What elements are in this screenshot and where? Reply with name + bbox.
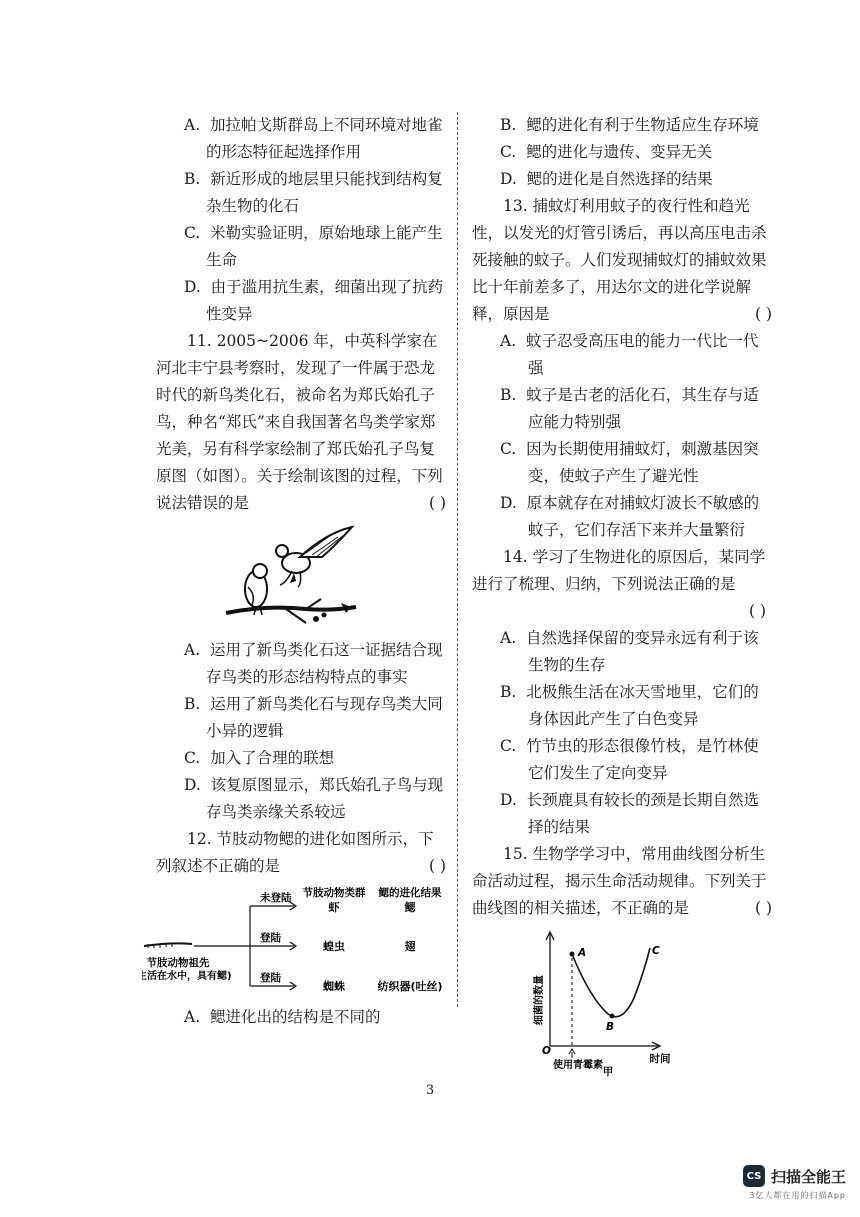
option-d: D. 鳃的进化是自然选择的结果: [500, 170, 713, 188]
option-a: A. 运用了新鸟类化石这一证据结合现存鸟类的形态结构特点的事实: [184, 641, 443, 686]
option-d: D. 由于滥用抗生素，细菌出现了抗药性变异: [184, 278, 444, 323]
point-b-label: B: [606, 1021, 615, 1033]
origin-label: O: [542, 1045, 551, 1057]
option-a: A. 加拉帕戈斯群岛上不同环境对地雀的形态特征起选择作用: [184, 116, 443, 161]
scanner-tagline: 3亿人都在用的扫描App: [749, 1191, 846, 1200]
right-column: [472, 112, 772, 1084]
group-3: 蜘蛛: [323, 980, 345, 993]
answer-paren: ( ): [754, 305, 772, 323]
option-c: C. 因为长期使用捕蚊灯，刺激基因突变，使蚊子产生了避光性: [500, 440, 759, 485]
column-divider: [457, 112, 458, 1007]
option-b: B. 新近形成的地层里只能找到结构复杂生物的化石: [184, 170, 443, 215]
answer-paren: ( ): [428, 857, 446, 875]
page-number: 3: [425, 1083, 435, 1098]
result-2: 翅: [404, 940, 416, 953]
q11-options: [156, 637, 446, 826]
option-a: A. 自然选择保留的变异永远有利于该生物的生存: [500, 629, 759, 674]
option-d: D. 长颈鹿具有较长的颈是长期自然选择的结果: [500, 791, 760, 836]
x-axis-label: 时间: [649, 1053, 671, 1065]
branch-label-1: 未登陆: [260, 892, 292, 904]
bacteria-curve-graph: [472, 928, 772, 1078]
y-axis-label: 细菌的数量: [534, 975, 545, 1025]
q10-options: [156, 112, 446, 328]
question-15: [472, 841, 772, 1078]
graph-caption: 甲: [602, 1066, 614, 1078]
answer-paren: ( ): [428, 494, 446, 512]
marker-label: 使用青霉素: [553, 1060, 603, 1071]
question-13-stem: 13. 捕蚊灯利用蚊子的夜行性和趋光性，以发光的灯管引诱后，再以高压电击杀死接触的蚊子。人们发现捕蚊灯的捕蚊效果比十年前差多了，用达尔文的进化学说解释，原因是 ( ): [472, 193, 772, 328]
question-12: [142, 826, 446, 1031]
ancestor-label: 节肢动物祖先: [146, 957, 210, 969]
question-12-stem: 12. 节肢动物鳃的进化如图所示，下列叙述不正确的是 ( ): [156, 826, 446, 880]
group-1: 虾: [328, 901, 340, 914]
option-c: C. 米勒实验证明，原始地球上能产生生命: [184, 224, 443, 269]
result-3: 纺织器(吐丝): [377, 980, 443, 993]
header-result: 鳃的进化结果: [378, 887, 442, 899]
question-15-stem: 15. 生物学学习中，常用曲线图分析生命活动过程，揭示生命活动规律。下列关于曲线图的相关描述，不正确的是 ( ): [472, 841, 772, 922]
option-c: C. 竹节虫的形态很像竹枝，是竹林使它们发生了定向变异: [500, 737, 759, 782]
option-b: B. 蚊子是古老的活化石，其生存与适应能力特别强: [500, 386, 759, 431]
option-b: B. 北极熊生活在冰天雪地里，它们的身体因此产生了白色变异: [500, 683, 759, 728]
question-14: [472, 544, 772, 841]
option-a: A. 鳃进化出的结构是不同的: [184, 1008, 381, 1026]
point-a-label: A: [578, 947, 587, 959]
question-14-stem: 14. 学习了生物进化的原因后，某同学进行了梳理、归纳，下列说法正确的是: [472, 548, 766, 593]
result-1: 鳃: [404, 901, 416, 914]
option-c: C. 鳃的进化与遗传、变异无关: [500, 143, 713, 161]
option-c: C. 加入了合理的联想: [184, 749, 335, 767]
point-c-label: C: [652, 945, 660, 957]
gill-evolution-diagram: [142, 886, 446, 998]
scanner-watermark: [706, 1165, 846, 1201]
branch-label-2: 登陆: [260, 932, 281, 944]
bird-illustration: [156, 523, 446, 631]
answer-paren: ( ): [754, 899, 772, 917]
answer-paren: ( ): [748, 602, 766, 620]
option-d: D. 原本就存在对捕蚊灯波长不敏感的蚊子，它们存活下来并大量繁衍: [500, 494, 760, 539]
scanner-app-name: 扫描全能王: [770, 1167, 846, 1186]
question-11-stem: 11. 2005~2006 年，中英科学家在河北丰宁县考察时，发现了一件属于恐龙时代的新鸟类化石，被命名为郑氏始孔子鸟，种名“郑氏”来自我国著名鸟类学家郑光美，另有科学家绘制了郑氏始孔子鸟复原图（如图）。关于绘制该图的过程，下列说法错误的是 ( ): [156, 328, 446, 517]
header-group: 节肢动物类群: [302, 887, 366, 899]
question-11: [156, 328, 446, 826]
branch-label-3: 登陆: [260, 972, 281, 984]
question-13: [472, 193, 772, 544]
option-d: D. 该复原图显示，郑氏始孔子鸟与现存鸟类亲缘关系较远: [184, 776, 444, 821]
ancestor-sub-label: (生活在水中，具有鳃): [142, 971, 232, 982]
left-column: [142, 112, 446, 1031]
option-a: A. 蚊子忍受高压电的能力一代比一代强: [500, 332, 759, 377]
scanner-logo-icon: CS: [743, 1165, 765, 1187]
group-2: 蝗虫: [323, 940, 345, 953]
option-b: B. 运用了新鸟类化石与现存鸟类大同小异的逻辑: [184, 695, 443, 740]
option-b: B. 鳃的进化有利于生物适应生存环境: [500, 116, 759, 134]
bird-drawing: [156, 523, 446, 631]
